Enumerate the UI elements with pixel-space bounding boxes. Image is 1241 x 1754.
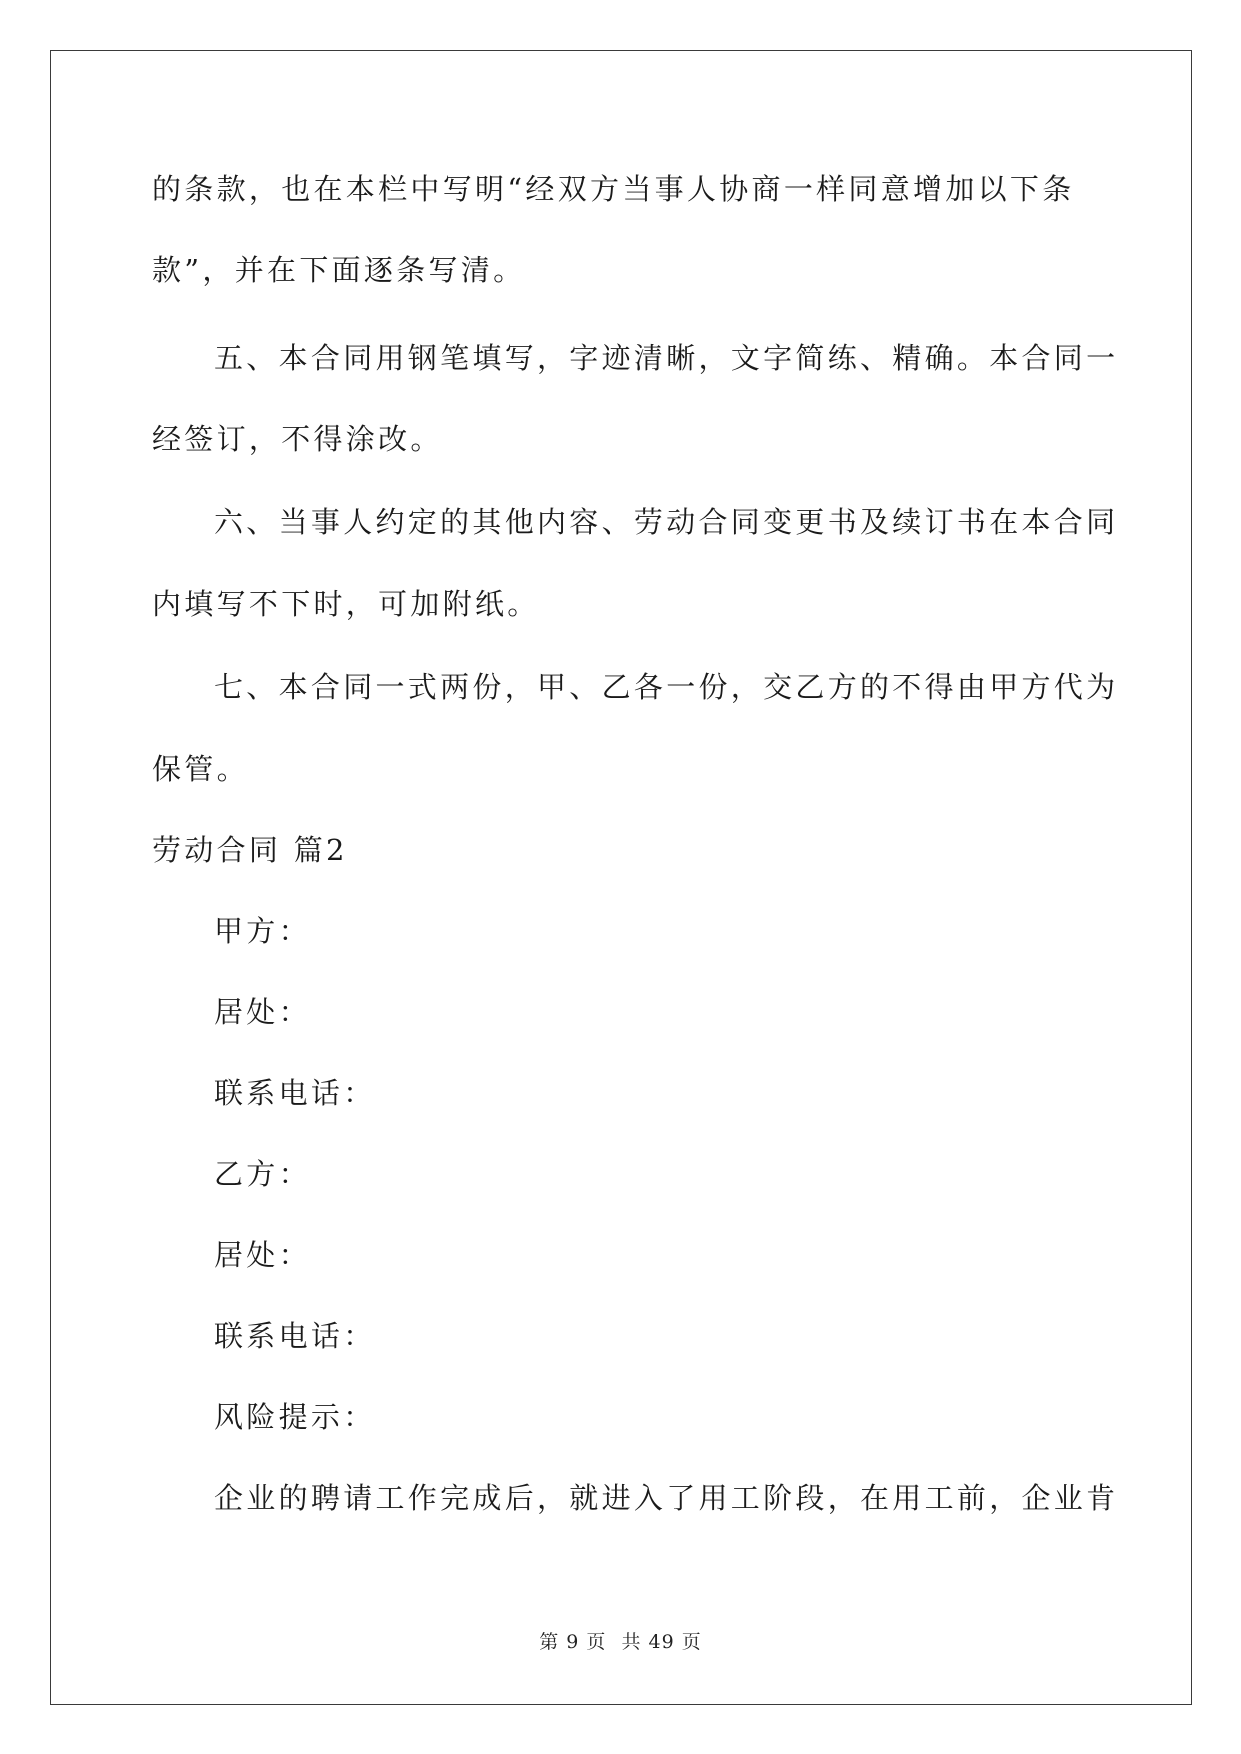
text-line: 款”，并在下面逐条写清。 — [152, 253, 526, 287]
field-label-risk-notice: 风险提示： — [214, 1400, 376, 1434]
text-line: 内填写不下时，可加附纸。 — [152, 587, 540, 621]
field-label-party-a: 甲方： — [214, 914, 311, 948]
field-label-party-b: 乙方： — [214, 1157, 311, 1191]
field-label-phone: 联系电话： — [214, 1076, 376, 1110]
page-border — [50, 50, 1192, 1705]
field-label-address: 居处： — [214, 995, 311, 1029]
text-line: 五、本合同用钢笔填写，字迹清晰，文字简练、精确。本合同一 — [214, 341, 1119, 375]
text-line: 七、本合同一式两份，甲、乙各一份，交乙方的不得由甲方代为 — [214, 670, 1119, 704]
text-line: 经签订，不得涂改。 — [152, 422, 443, 456]
field-label-phone: 联系电话： — [214, 1319, 376, 1353]
text-line: 的条款，也在本栏中写明“经双方当事人协商一样同意增加以下条 — [152, 172, 1075, 206]
text-line: 六、当事人约定的其他内容、劳动合同变更书及续订书在本合同 — [214, 505, 1119, 539]
page-total: 共 49 页 — [621, 1631, 702, 1653]
section-heading: 劳动合同 篇2 — [152, 833, 348, 867]
page-footer — [0, 1627, 1241, 1654]
page-number: 第 9 页 — [539, 1631, 607, 1653]
text-line: 保管。 — [152, 752, 249, 786]
text-line: 企业的聘请工作完成后，就进入了用工阶段，在用工前，企业肯 — [214, 1481, 1119, 1515]
field-label-address: 居处： — [214, 1238, 311, 1272]
